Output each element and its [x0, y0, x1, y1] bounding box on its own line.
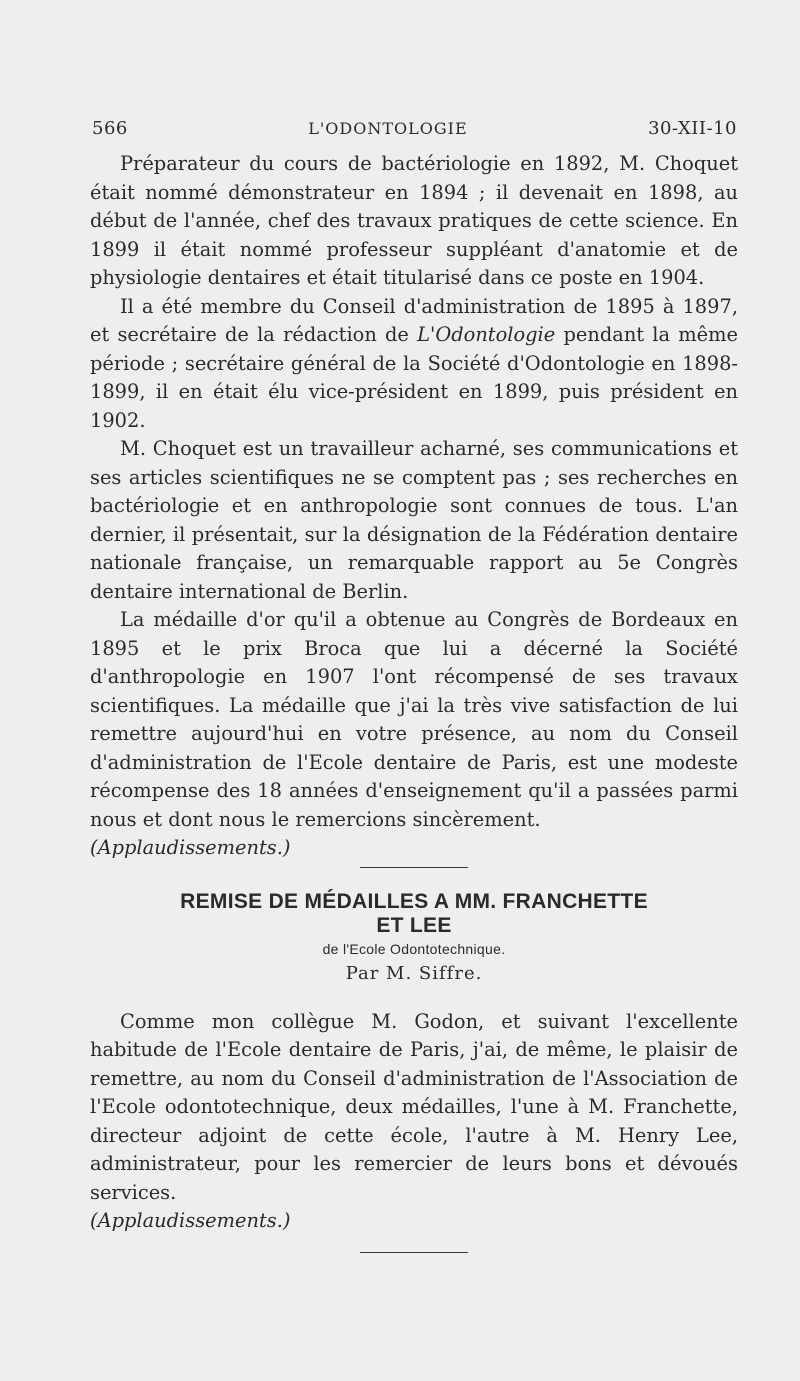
paragraph-4: La médaille d'or qu'il a obtenue au Congrès de Bordeaux en 1895 et le prix Broca que lui a décerné la Société d'anthropologie en 1907 l'ont récompensé de ses travaux scientifiques. La médaille que j'ai la très vive satisfaction de lui remettre aujourd'hui en votre présence, au nom du Conseil d'administration de l'Ecole dentaire de Paris, est une modeste récompense des 18 années d'enseignement qu'il a passées parmi nous et dont nous le remercions sincèrement.: [90, 608, 738, 831]
section-heading: [90, 890, 738, 938]
section-heading-line-2: ET LEE: [376, 913, 452, 937]
page-number: 566: [92, 118, 128, 139]
section-heading-line-1: REMISE DE MÉDAILLES A MM. FRANCHETTE: [180, 889, 648, 913]
paragraph-3: M. Choquet est un travailleur acharné, ses communications et ses articles scientifiques ne se comptent pas ; ses recherches en bactériologie et en anthropologie sont connues de tous. L'an dernier, il présentait, sur la désignation de la Fédération dentaire nationale française, un remarquable rapport au 5e Congrès dentaire international de Berlin.: [90, 437, 738, 603]
journal-name: L'Odontologie: [417, 323, 556, 346]
applause-1: (Applaudissements.): [90, 836, 291, 859]
paragraph-2-end: pendant la même période ; secrétaire général de la Société d'Odontologie en 1898-1899, il en était élu vice-président en 1899, puis président en 1902.: [90, 323, 738, 432]
section-subtitle: de l'Ecole Odontotechnique.: [322, 940, 506, 957]
paragraph-1: Préparateur du cours de bactériologie en 1892, M. Choquet était nommé démonstrateur en 1894 ; il devenait en 1898, au début de l'année, chef des travaux pratiques de cette science. En 1899 il était nommé professeur suppléant d'anatomie et de physiologie dentaires et était titularisé dans ce poste en 1904.: [90, 152, 738, 289]
applause-2: (Applaudissements.): [90, 1209, 291, 1232]
end-divider: [360, 1252, 468, 1253]
section-divider: [360, 867, 468, 868]
paragraph-2-start: Il a été membre du Conseil d'administration de 1895 à 1897, et secrétaire de la rédaction de: [90, 294, 738, 346]
section-paragraph: Comme mon collègue M. Godon, et suivant l'excellente habitude de l'Ecole dentaire de Paris, j'ai, de même, le plaisir de remettre, au nom du Conseil d'administration de l'Association de l'Ecole odontotechnique, deux médailles, l'une à M. Franchette, directeur adjoint de cette école, l'autre à M. Henry Lee, administrateur, pour les remercier de leurs bons et dévoués services.: [90, 1009, 738, 1204]
section-byline: Par M. Siffre.: [345, 962, 483, 984]
article-body: [90, 150, 738, 1253]
running-header: [92, 118, 737, 139]
paragraph-2: [90, 293, 738, 436]
issue-date: 30-XII-10: [648, 118, 737, 139]
journal-title: L'ODONTOLOGIE: [308, 119, 468, 138]
